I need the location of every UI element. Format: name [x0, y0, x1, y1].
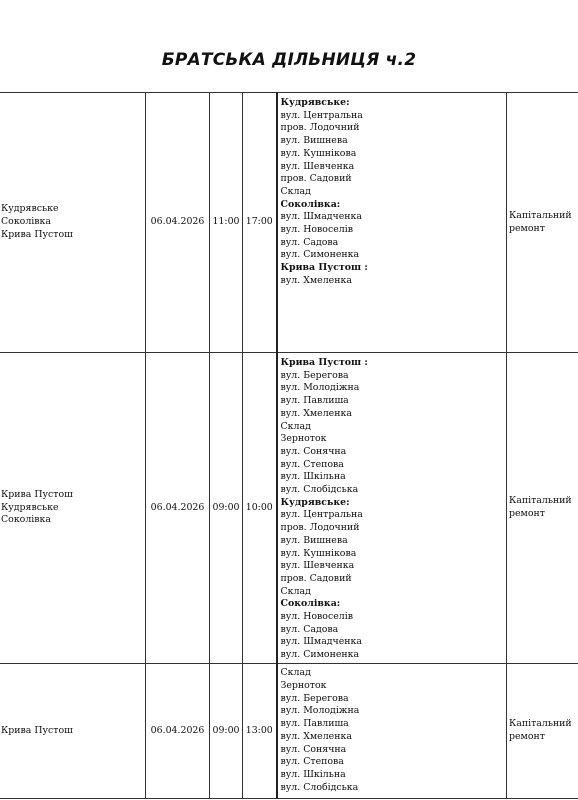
time-from-cell: 11:00: [210, 93, 243, 353]
street-name: пров. Лодочний: [280, 122, 360, 134]
time-from-cell: 09:00: [210, 663, 243, 798]
street-name: вул. Молодіжна: [280, 382, 360, 394]
street-name: вул. Берегова: [280, 692, 349, 704]
settlement-heading: Кудрявське:: [280, 97, 350, 108]
reason-text: ремонт: [509, 730, 545, 742]
page-title: БРАТСЬКА ДІЛЬНИЦЯ ч.2: [161, 50, 417, 70]
reason-text: Капітальний: [509, 209, 572, 221]
settlements-cell: [0, 663, 146, 798]
settlement-name: Кудрявське: [1, 203, 59, 215]
settlement-heading: Кудрявське:: [280, 496, 350, 508]
street-name: вул. Слобідська: [280, 484, 359, 496]
street-name: вул. Сонячна: [280, 445, 347, 457]
reason-text: Капітальний: [509, 495, 572, 507]
street-name: вул. Кушнікова: [280, 147, 357, 159]
reason-text: Капітальний: [509, 718, 572, 730]
time-to-cell: 17:00: [243, 93, 277, 353]
street-name: Склад: [280, 667, 311, 679]
street-name: вул. Шмадченка: [280, 211, 363, 223]
street-name: пров. Лодочний: [280, 522, 360, 534]
reason-text: ремонт: [509, 507, 545, 519]
reason-cell: [507, 663, 578, 798]
reason-cell: [507, 353, 578, 664]
table-row: [0, 663, 578, 798]
time-from-cell: 09:00: [210, 353, 243, 664]
date-cell: 06.04.2026: [146, 93, 210, 353]
street-name: вул. Шмадченка: [280, 636, 363, 648]
street-name: вул. Вишнева: [280, 534, 348, 546]
street-name: Склад: [280, 420, 311, 432]
time-to-cell: 10:00: [243, 353, 277, 664]
settlement-name: Крива Пустош: [1, 228, 73, 240]
settlement-name: Соколівка: [1, 514, 52, 526]
street-name: вул. Шкільна: [280, 471, 346, 483]
date-cell: 06.04.2026: [146, 353, 210, 664]
settlement-name: Кудрявське: [1, 501, 59, 513]
date-cell: 06.04.2026: [146, 663, 210, 798]
street-name: Склад: [280, 585, 311, 597]
street-name: вул. Хмеленка: [280, 730, 352, 742]
settlement-name: Соколівка: [1, 216, 52, 228]
street-name: вул. Новоселів: [280, 224, 353, 236]
street-name: вул. Шевченка: [280, 160, 355, 172]
street-name: вул. Новоселів: [280, 611, 353, 623]
street-name: вул. Садова: [280, 236, 339, 248]
street-name: вул. Степова: [280, 458, 344, 470]
street-name: вул. Кушнікова: [280, 547, 357, 559]
settlement-name: Крива Пустош: [1, 488, 73, 500]
street-name: вул. Центральна: [280, 509, 363, 521]
street-name: вул. Вишнева: [280, 135, 348, 147]
outage-schedule-table: [0, 92, 578, 799]
street-name: вул. Сонячна: [280, 743, 347, 755]
addresses-cell: [277, 353, 507, 664]
time-to-cell: 13:00: [243, 663, 277, 798]
street-name: вул. Садова: [280, 623, 339, 635]
street-name: Склад: [280, 185, 311, 197]
street-name: вул. Шкільна: [280, 768, 346, 780]
reason-text: ремонт: [509, 222, 545, 234]
settlement-name: Крива Пустош: [1, 724, 73, 736]
settlement-heading: Крива Пустош :: [280, 262, 368, 274]
addresses-cell: [277, 93, 507, 353]
reason-cell: [507, 93, 578, 353]
settlement-heading: Соколівка:: [280, 598, 341, 610]
street-name: вул. Павлиша: [280, 395, 349, 407]
street-name: вул. Симоненка: [280, 249, 360, 261]
addresses-cell: [277, 663, 507, 798]
settlements-cell: [0, 353, 146, 664]
settlements-cell: [0, 93, 146, 353]
street-name: Зерноток: [280, 680, 327, 692]
street-name: вул. Хмеленка: [280, 407, 352, 419]
street-name: вул. Центральна: [280, 109, 363, 121]
street-name: пров. Садовий: [280, 173, 352, 185]
street-name: пров. Садовий: [280, 572, 352, 584]
street-name: вул. Степова: [280, 756, 344, 768]
street-name: вул. Симоненка: [280, 649, 360, 661]
street-name: вул. Слобідська: [280, 781, 359, 793]
street-name: вул. Шевченка: [280, 560, 355, 572]
settlement-heading: Крива Пустош :: [280, 357, 368, 368]
settlement-heading: Соколівка:: [280, 198, 341, 210]
street-name: вул. Берегова: [280, 369, 349, 381]
street-name: вул. Павлиша: [280, 718, 349, 730]
table-row: [0, 353, 578, 664]
street-name: вул. Молодіжна: [280, 705, 360, 717]
street-name: Зерноток: [280, 433, 327, 445]
table-row: [0, 93, 578, 353]
street-name: вул. Хмеленка: [280, 274, 352, 286]
